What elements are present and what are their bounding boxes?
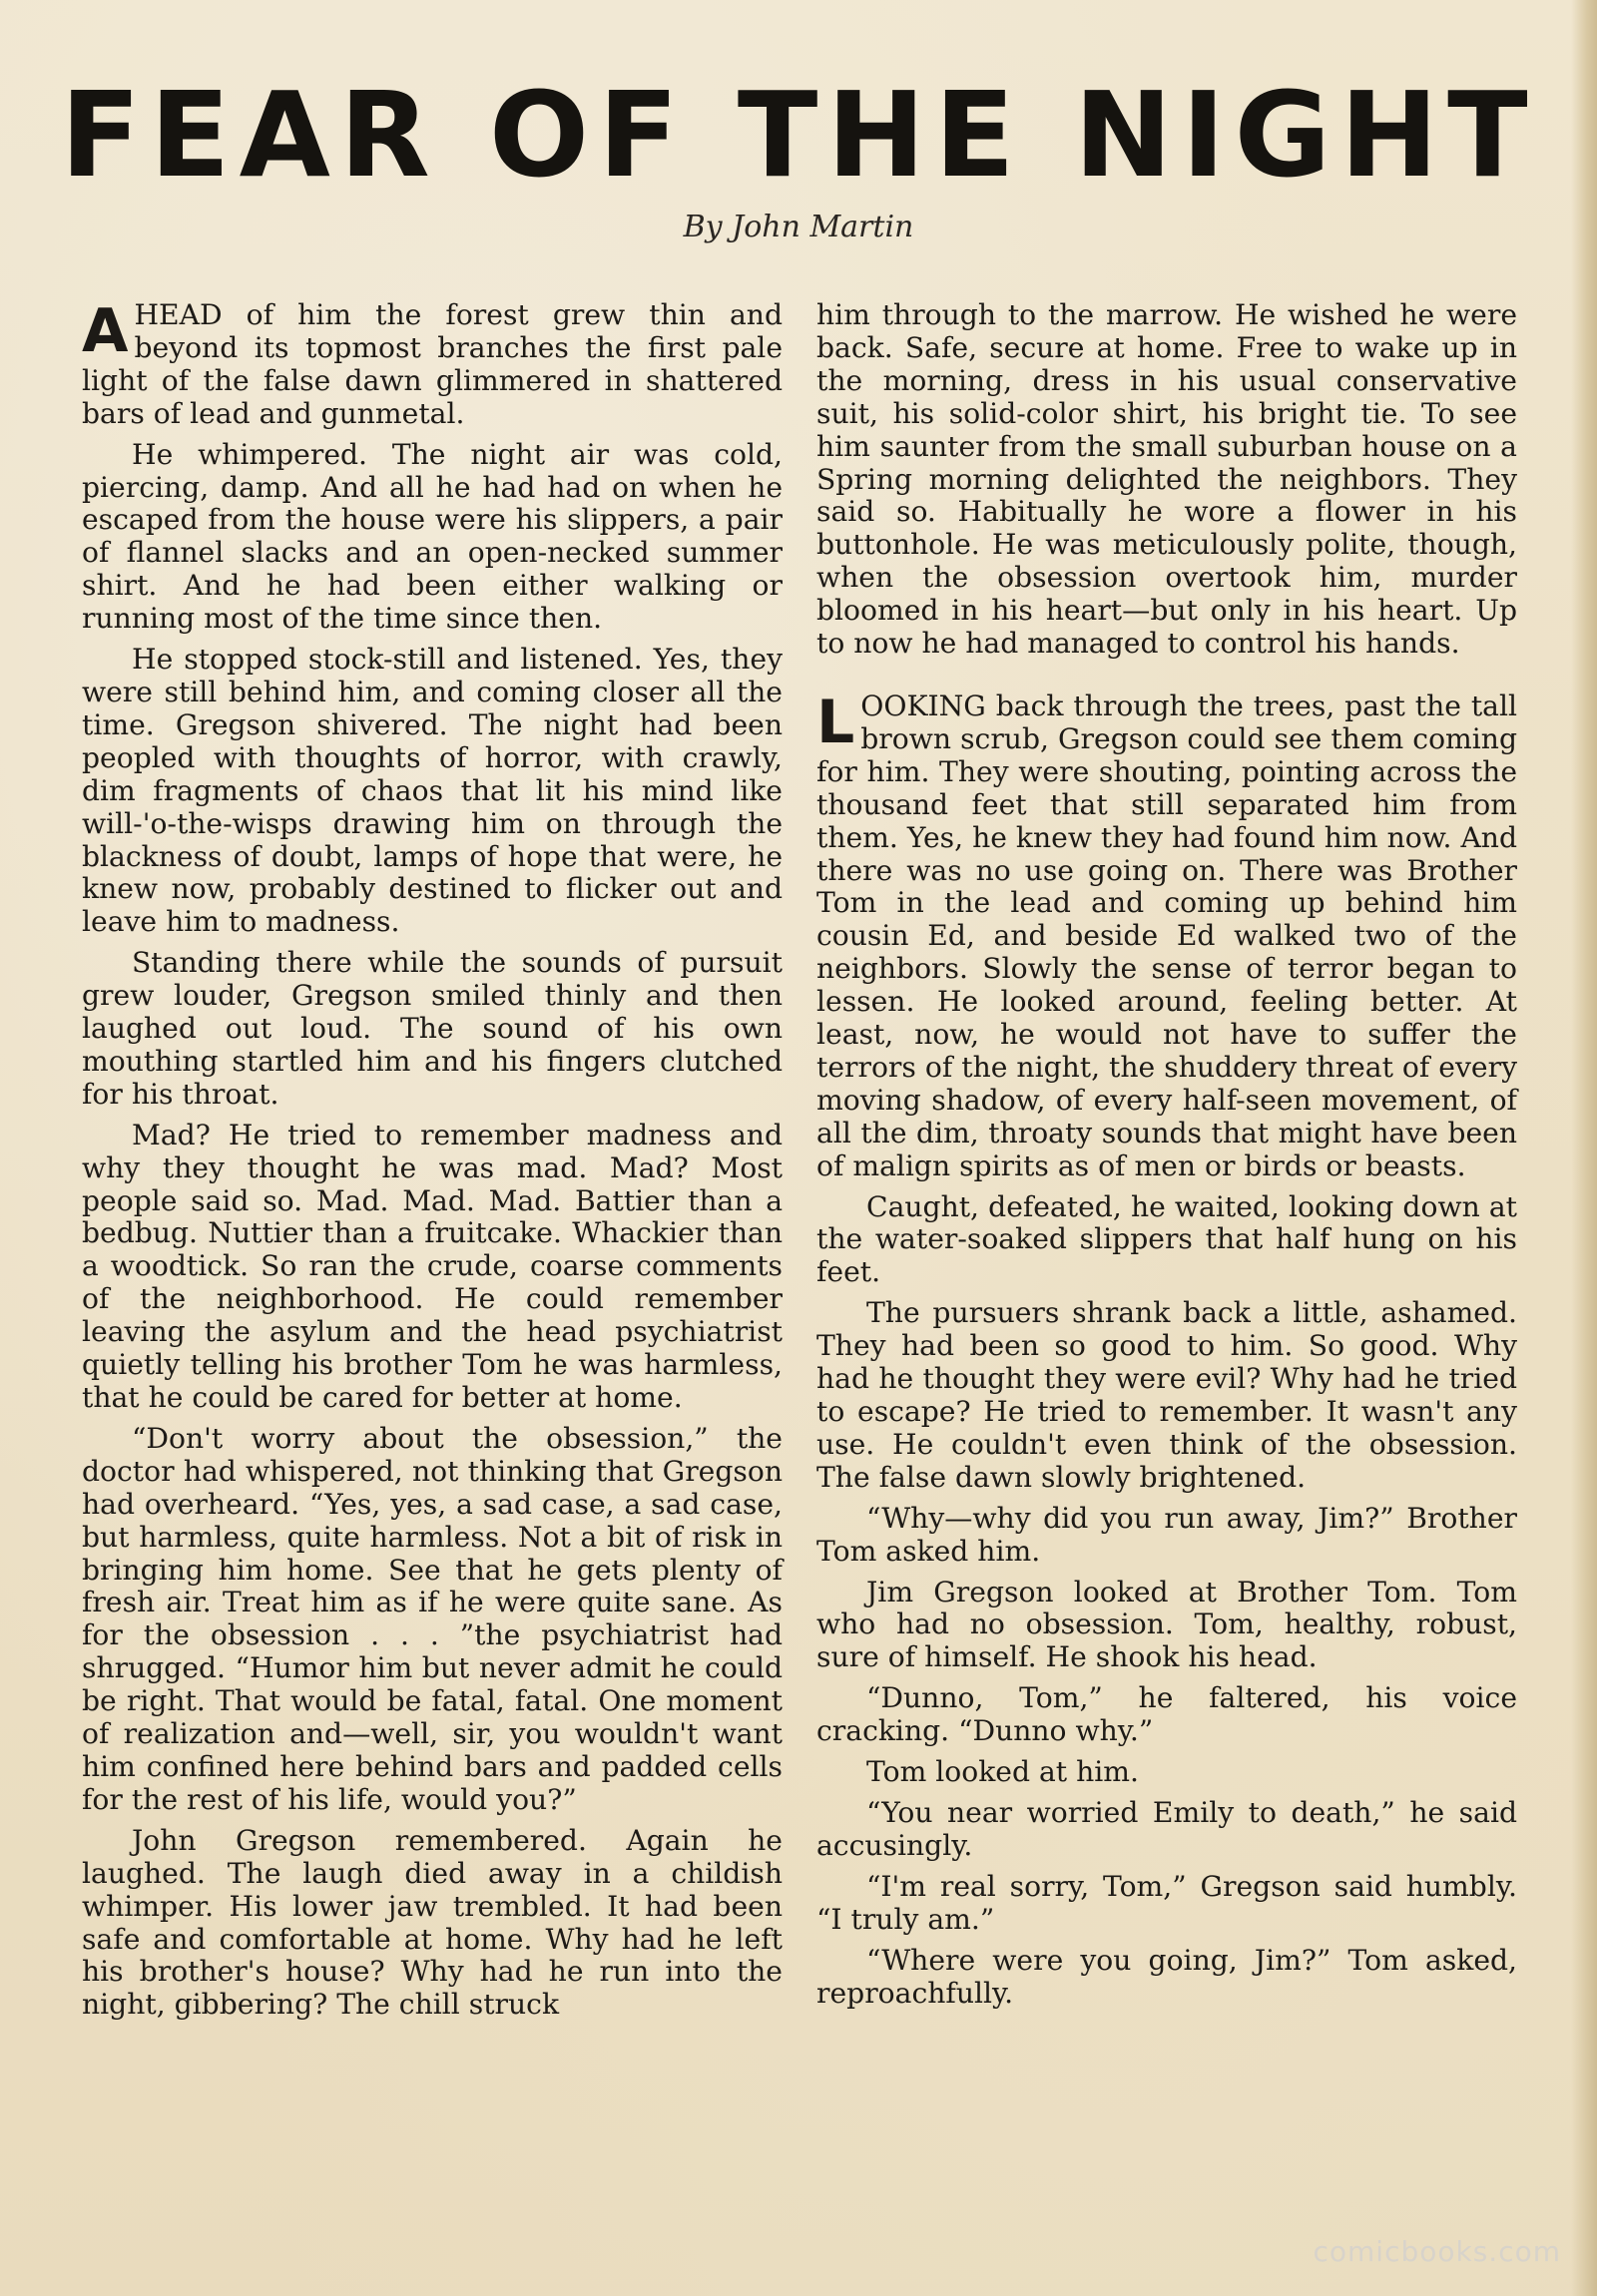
story-byline: By John Martin: [683, 210, 914, 244]
paragraph: “Where were you going, Jim?” Tom asked, reproachfully.: [816, 1943, 1517, 2010]
paragraph-text: HEAD of him the forest grew thin and beyond its topmost branches the first pale light of the false dawn glimmered in shattered bars of lead and gunmetal.: [82, 298, 783, 430]
paragraph: him through to the marrow. He wished he were back. Safe, secure at home. Free to wake up in the morning, dress in his usual conservative suit, his solid-color shirt, his bright tie. To see him saunter from the small suburban house on a Spring morning delighted the neighbors. They said so. Habitually he wore a flower in his buttonhole. He was meticulously polite, though, when the obsession overtook him, murder bloomed in his heart—but only in his heart. Up to now he had managed to control his hands.: [816, 298, 1517, 661]
paragraph: Mad? He tried to remember madness and why they thought he was mad. Mad? Most people said so. Mad. Mad. Mad. Battier than a bedbug. Nuttier than a fruitcake. Whackier than a woodtick. So ran the crude, coarse comments of the neighborhood. He could remember leaving the asylum and the head psychiatrist quietly telling his brother Tom he was harmless, that he could be cared for better at home.: [82, 1118, 783, 1414]
paragraph: The pursuers shrank back a little, ashamed. They had been so good to him. So good. Why had he thought they were evil? Why had he tried to escape? He tried to remember. It wasn't any use. He couldn't even think of the obsession. The false dawn slowly brightened.: [816, 1296, 1517, 1494]
paragraph: He stopped stock-still and listened. Yes, they were still behind him, and coming closer all the time. Gregson shivered. The night had been peopled with thoughts of horror, with crawly, dim fragments of chaos that lit his mind like will-'o-the-wisps drawing him on through the blackness of doubt, lamps of hope that were, he knew now, probably destined to flicker out and leave him to madness.: [82, 643, 783, 939]
right-column: [816, 299, 1517, 2018]
drop-cap: L: [816, 687, 855, 757]
paragraph: Tom looked at him.: [866, 1755, 1139, 1789]
left-column: [82, 296, 783, 2030]
paragraph: He whimpered. The night air was cold, piercing, damp. And all he had had on when he escaped from the house were his slippers, a pair of flannel slacks and an open-necked summer shirt. And he had been either walking or running most of the time since then.: [82, 437, 783, 636]
paragraph: Jim Gregson looked at Brother Tom. Tom who had no obsession. Tom, healthy, robust, sure of himself. He shook his head.: [816, 1575, 1517, 1674]
paragraph: Standing there while the sounds of pursuit grew louder, Gregson smiled thinly and then laughed out loud. The sound of his own mouthing startled him and his fingers clutched for his throat.: [82, 946, 783, 1111]
page-edge: [1571, 0, 1597, 2296]
paragraph: “I'm real sorry, Tom,” Gregson said humbly. “I truly am.”: [816, 1869, 1517, 1936]
paragraph: “You near worried Emily to death,” he said accusingly.: [816, 1795, 1517, 1862]
paragraph: [82, 296, 783, 431]
paragraph: “Dunno, Tom,” he faltered, his voice cracking. “Dunno why.”: [816, 1681, 1517, 1748]
drop-cap: A: [82, 296, 129, 366]
paragraph-text: OOKING back through the trees, past the tall brown scrub, Gregson could see them coming for him. They were shouting, pointing across the thousand feet that still separated him from them. Yes, he knew they had found him now. And there was no use going on. There was Brother Tom in the lead and coming up behind him cousin Ed, and beside Ed walked two of the neighbors. Slowly the sense of terror began to lessen. He looked around, feeling better. At least, now, he would not have to suffer the terrors of the night, the shuddery threat of every moving shadow, of every half-seen movement, of all the dim, throaty sounds that might have been of malign spirits as of men or birds or beasts.: [816, 689, 1517, 1182]
paragraph: Caught, defeated, he waited, looking down at the water-soaked slippers that half hung on his feet.: [816, 1189, 1517, 1289]
story-title: FEAR OF THE NIGHT: [60, 66, 1537, 204]
paragraph: “Don't worry about the obsession,” the doctor had whispered, not thinking that Gregson had overheard. “Yes, yes, a sad case, a sad case, but harmless, quite harmless. Not a bit of risk in bringing him home. See that he gets plenty of fresh air. Treat him as if he were quite sane. As for the obsession . . . ”the psychiatrist had shrugged. “Humor him but never admit he could be right. That would be fatal, fatal. One moment of realization and—well, sir, you wouldn't want him confined here behind bars and padded cells for the rest of his life, would you?”: [82, 1421, 783, 1816]
watermark: comicbooks.com: [1313, 2235, 1561, 2268]
paragraph: [816, 687, 1517, 1183]
paragraph: John Gregson remembered. Again he laughed. The laugh died away in a childish whimper. His lower jaw trembled. It had been safe and comfortable at home. Why had he left his brother's house? Why had he run into the night, gibbering? The chill struck: [82, 1823, 783, 2022]
paragraph: “Why—why did you run away, Jim?” Brother Tom asked him.: [816, 1501, 1517, 1568]
